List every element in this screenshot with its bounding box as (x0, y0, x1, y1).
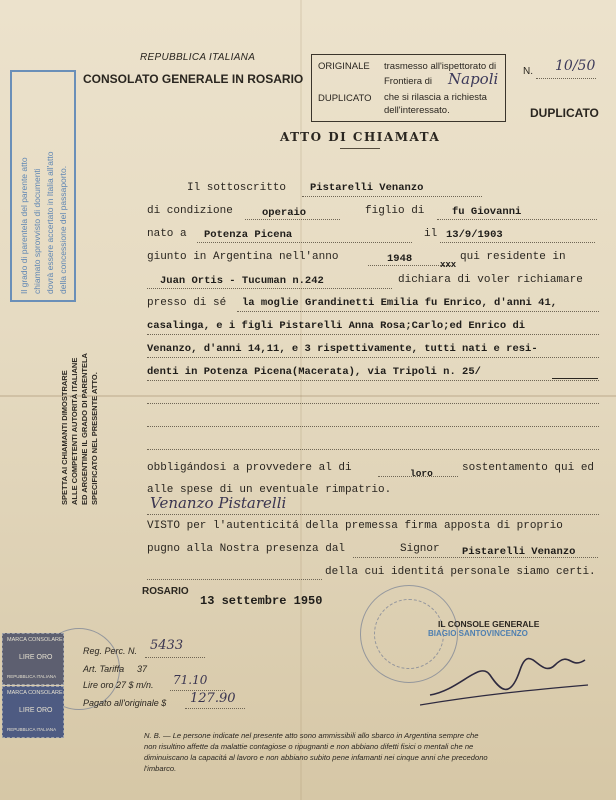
side-note-line-3: ED ARGENTINE IL GRADO DI PARENTELA (80, 353, 89, 505)
revenue-stamp-upper (2, 633, 64, 685)
blank-dots-3 (147, 449, 599, 450)
stamp-lower-heading: MARCA CONSOLARE (7, 690, 63, 696)
document-title: ATTO DI CHIAMATA (280, 130, 441, 144)
number-underline (536, 78, 596, 79)
consul-signature (420, 640, 590, 710)
family-line-end-rule (552, 378, 598, 379)
loro-value: loro (410, 468, 433, 479)
place-label: ROSARIO (142, 586, 189, 597)
address-dots (147, 288, 392, 289)
nb-line-4: l'imbarco. (144, 764, 177, 773)
birthplace-value: Potenza Picena (204, 229, 293, 241)
identity-dots (147, 579, 322, 580)
sottoscritto-label: Il sottoscritto (187, 182, 287, 194)
father-value: fu Giovanni (452, 206, 522, 218)
name-dots (302, 196, 482, 197)
declarant-signature: Venanzo Pistarelli (150, 494, 287, 512)
number-value: 10/50 (555, 58, 596, 74)
blue-stamp-line-2: chiamato sprovvisto di documenti (32, 168, 42, 294)
family-dots-1 (237, 311, 599, 312)
figlio-label: figlio di (365, 205, 425, 217)
blue-stamp-line-3: dovrà essere accertato in Italia all'atto (45, 151, 55, 294)
parentela-blue-stamp (10, 70, 76, 302)
condizione-dots (245, 219, 340, 220)
pagato-label: Pagato all'originale $ (83, 698, 167, 708)
stamp-upper-label: REPUBBLICA ITALIANA (7, 674, 57, 679)
side-note-line-1: SPETTA AI CHIAMANTI DIMOSTRARE (60, 370, 69, 505)
nb-line-3: diminuiscano la capacitá al lavoro e non abbiano subito pene infamanti nei cinque anni che precedono (144, 753, 488, 762)
reg-label: Reg. Perc. N. (83, 646, 138, 656)
reg-value: 5433 (150, 638, 184, 653)
visto-line-2-start: pugno alla Nostra presenza dal (147, 543, 346, 555)
giunto-label: giunto in Argentina nell'anno (147, 251, 339, 263)
condizione-label: di condizione (147, 205, 233, 217)
visto-line-1: VISTO per l'autenticitá della premessa firma apposta di proprio (147, 520, 563, 532)
dichiara-label: dichiara di voler richiamare (398, 274, 583, 286)
box-line-3: che si rilascia a richiesta (384, 92, 487, 103)
address-value: Juan Ortis - Tucuman n.242 (160, 275, 324, 287)
art-value: 37 (137, 664, 148, 674)
blue-stamp-line-1: Il grado di parentela del parente atto (19, 157, 29, 294)
stamp-upper-value: LIRE ORO (19, 654, 53, 661)
family-dots-4 (147, 380, 599, 381)
il-label: il (424, 228, 438, 240)
originale-duplicato-box (311, 54, 506, 122)
republic-heading: REPUBBLICA ITALIANA (140, 52, 256, 63)
xxx-mark: xxx (440, 260, 457, 270)
lire-value: 71.10 (173, 673, 208, 687)
residente-label: qui residente in (460, 251, 566, 263)
stamp-lower-label: REPUBBLICA ITALIANA (7, 727, 57, 732)
family-line-2: casalinga, e i figli Pistarelli Anna Rosa;Carlo;ed Enrico di (147, 320, 526, 332)
consul-title: IL CONSOLE GENERALE (438, 619, 540, 629)
art-label: Art. Tariffa (83, 664, 125, 674)
obbligandosi-label: obbligándosi a provvedere al di (147, 462, 352, 474)
number-label: N. (523, 66, 533, 77)
birthdate-value: 13/9/1903 (446, 229, 503, 241)
title-ornament (340, 148, 380, 149)
blank-dots-2 (147, 426, 599, 427)
family-line-1: la moglie Grandinetti Emilia fu Enrico, d'anni 41, (242, 297, 558, 309)
box-line-4: dell'interessato. (384, 105, 450, 116)
blank-dots-1 (147, 403, 599, 404)
signature-dots (147, 514, 599, 515)
box-line-2-prefix: Frontiera di (384, 76, 433, 87)
family-line-3: Venanzo, d'anni 14,11, e 3 rispettivamente, tutti nati e resi- (147, 343, 538, 355)
consulate-heading: CONSOLATO GENERALE IN ROSARIO (83, 72, 304, 86)
document-date: 13 settembre 1950 (200, 594, 323, 608)
paper-fold-vertical (300, 0, 302, 800)
side-note-line-2: ALLE COMPETENTI AUTORITÀ ITALIANE (70, 357, 79, 505)
originale-label: ORIGINALE (318, 61, 370, 72)
father-dots (437, 219, 597, 220)
family-line-4: denti in Potenza Picena(Macerata), via Tripoli n. 25/ (147, 366, 481, 378)
lire-label: Lire oro 27 $ m/n. (83, 680, 154, 690)
frontiera-value: Napoli (448, 70, 499, 88)
visto-name: Pistarelli Venanzo (462, 546, 576, 558)
stamp-upper-heading: MARCA CONSOLARE (7, 637, 63, 643)
side-note (60, 353, 100, 505)
spese-label: alle spese di un eventuale rimpatrio. (147, 484, 392, 496)
pagato-value: 127.90 (190, 691, 236, 706)
revenue-stamp-lower (2, 686, 64, 738)
side-note-line-4: SPECIFICATO NEL PRESENTE ATTO. (90, 372, 99, 505)
presso-label: presso di sé (147, 297, 227, 309)
birthplace-dots (197, 242, 412, 243)
declarant-name: Pistarelli Venanzo (310, 182, 424, 194)
birthdate-dots (440, 242, 595, 243)
sostentamento-label: sostentamento qui ed (462, 462, 595, 474)
family-dots-2 (147, 334, 599, 335)
pagato-dots (185, 708, 245, 709)
condizione-value: operaio (262, 207, 307, 219)
consul-name-stamp: BIAGIO SANTOVINCENZO (428, 629, 528, 638)
blue-stamp-line-4: della concessione del passaporto. (58, 165, 68, 294)
nato-label: nato a (147, 228, 187, 240)
family-dots-3 (147, 357, 599, 358)
duplicato-stamp: DUPLICATO (530, 106, 599, 120)
box-line-1: trasmesso all'ispettorato di (384, 61, 497, 72)
nb-line-2: non risultino affette da malattie contagiose o ripugnanti e non abbiano difetti fisici o mentali che ne (144, 742, 474, 751)
nb-line-1: N. B. — Le persone indicate nel presente atto sono ammissibili allo sbarco in Argentina sempre che (144, 731, 479, 740)
signor-label: Signor (400, 543, 440, 555)
stamp-lower-value: LIRE ORO (19, 707, 53, 714)
reg-dots (145, 657, 205, 658)
arrival-year: 1948 (387, 253, 413, 265)
visto-line-3: della cui identitá personale siamo certi. (325, 566, 596, 578)
duplicato-label: DUPLICATO (318, 93, 372, 104)
nb-note (144, 730, 600, 774)
